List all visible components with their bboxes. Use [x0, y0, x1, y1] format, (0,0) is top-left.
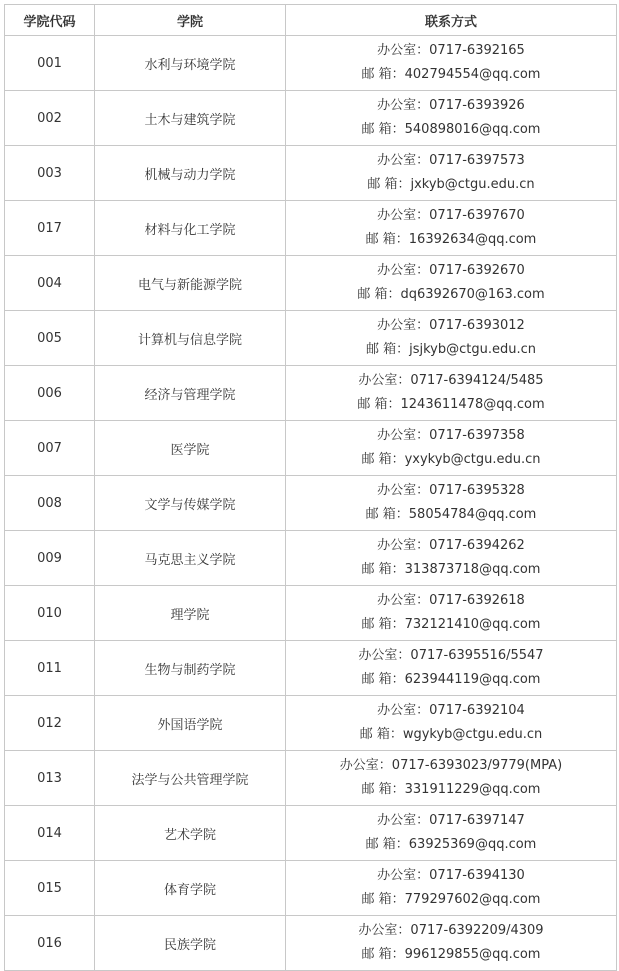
table-row — [5, 476, 617, 531]
office-phone: 办公室：0717-6392209/4309 — [358, 923, 544, 938]
email-address: 邮 箱：1243611478@qq.com — [357, 397, 545, 412]
college-code-cell: 012 — [5, 696, 95, 751]
contact-cell — [286, 641, 617, 696]
table-row — [5, 256, 617, 311]
office-phone: 办公室：0717-6392618 — [377, 593, 525, 608]
college-name-cell: 材料与化工学院 — [95, 201, 286, 256]
table-row — [5, 311, 617, 366]
contact-cell — [286, 696, 617, 751]
college-code-cell: 004 — [5, 256, 95, 311]
email-address: 邮 箱：623944119@qq.com — [361, 672, 541, 687]
contact-cell — [286, 476, 617, 531]
table-row — [5, 916, 617, 971]
contact-cell — [286, 91, 617, 146]
table-body — [5, 36, 617, 971]
college-code-cell: 014 — [5, 806, 95, 861]
contact-cell — [286, 531, 617, 586]
contact-cell — [286, 201, 617, 256]
table-row — [5, 36, 617, 91]
email-address: 邮 箱：732121410@qq.com — [361, 617, 541, 632]
office-phone: 办公室：0717-6397573 — [377, 153, 525, 168]
college-code-cell: 003 — [5, 146, 95, 201]
office-phone: 办公室：0717-6392165 — [377, 43, 525, 58]
college-name-cell: 水利与环境学院 — [95, 36, 286, 91]
contact-cell — [286, 751, 617, 806]
contact-cell — [286, 806, 617, 861]
college-name-cell: 体育学院 — [95, 861, 286, 916]
college-name-cell: 理学院 — [95, 586, 286, 641]
email-address: 邮 箱：779297602@qq.com — [361, 892, 541, 907]
email-address: 邮 箱：540898016@qq.com — [361, 122, 541, 137]
email-address: 邮 箱：331911229@qq.com — [361, 782, 541, 797]
contact-cell — [286, 861, 617, 916]
college-name-cell: 外国语学院 — [95, 696, 286, 751]
college-name-cell: 土木与建筑学院 — [95, 91, 286, 146]
college-name-cell: 民族学院 — [95, 916, 286, 971]
office-phone: 办公室：0717-6395516/5547 — [358, 648, 544, 663]
office-phone: 办公室：0717-6394124/5485 — [358, 373, 544, 388]
college-name-cell: 电气与新能源学院 — [95, 256, 286, 311]
table-row — [5, 751, 617, 806]
email-address: 邮 箱：58054784@qq.com — [365, 507, 537, 522]
office-phone: 办公室：0717-6394262 — [377, 538, 525, 553]
college-name-cell: 生物与制药学院 — [95, 641, 286, 696]
email-address: 邮 箱：wgykyb@ctgu.edu.cn — [359, 727, 543, 742]
office-phone: 办公室：0717-6392104 — [377, 703, 525, 718]
table-row — [5, 201, 617, 256]
header-college: 学院 — [95, 5, 286, 36]
office-phone: 办公室：0717-6397358 — [377, 428, 525, 443]
contact-cell — [286, 256, 617, 311]
college-code-cell: 001 — [5, 36, 95, 91]
email-address: 邮 箱：jsjkyb@ctgu.edu.cn — [365, 342, 537, 357]
email-address: 邮 箱：313873718@qq.com — [361, 562, 541, 577]
college-name-cell: 机械与动力学院 — [95, 146, 286, 201]
college-code-cell: 009 — [5, 531, 95, 586]
table-row — [5, 366, 617, 421]
college-code-cell: 006 — [5, 366, 95, 421]
email-address: 邮 箱：yxykyb@ctgu.edu.cn — [361, 452, 541, 467]
contact-cell — [286, 586, 617, 641]
college-code-cell: 015 — [5, 861, 95, 916]
table-row — [5, 91, 617, 146]
table-row — [5, 421, 617, 476]
contact-cell — [286, 146, 617, 201]
email-address: 邮 箱：63925369@qq.com — [365, 837, 537, 852]
contact-cell — [286, 311, 617, 366]
college-code-cell: 008 — [5, 476, 95, 531]
college-code-cell: 010 — [5, 586, 95, 641]
email-address: 邮 箱：996129855@qq.com — [361, 947, 541, 962]
college-code-cell: 011 — [5, 641, 95, 696]
contact-cell — [286, 421, 617, 476]
office-phone: 办公室：0717-6394130 — [377, 868, 525, 883]
office-phone: 办公室：0717-6392670 — [377, 263, 525, 278]
email-address: 邮 箱：16392634@qq.com — [365, 232, 537, 247]
contact-cell — [286, 36, 617, 91]
contact-cell — [286, 366, 617, 421]
header-contact: 联系方式 — [286, 5, 617, 36]
college-code-cell: 013 — [5, 751, 95, 806]
college-name-cell: 法学与公共管理学院 — [95, 751, 286, 806]
office-phone: 办公室：0717-6397670 — [377, 208, 525, 223]
table-row — [5, 146, 617, 201]
college-contacts-table — [4, 4, 617, 971]
table-row — [5, 696, 617, 751]
college-code-cell: 005 — [5, 311, 95, 366]
email-address: 邮 箱：402794554@qq.com — [361, 67, 541, 82]
college-name-cell: 医学院 — [95, 421, 286, 476]
table-row — [5, 531, 617, 586]
college-name-cell: 文学与传媒学院 — [95, 476, 286, 531]
header-college-code: 学院代码 — [5, 5, 95, 36]
college-code-cell: 016 — [5, 916, 95, 971]
table-row — [5, 641, 617, 696]
office-phone: 办公室：0717-6397147 — [377, 813, 525, 828]
college-name-cell: 计算机与信息学院 — [95, 311, 286, 366]
college-code-cell: 017 — [5, 201, 95, 256]
college-code-cell: 002 — [5, 91, 95, 146]
college-code-cell: 007 — [5, 421, 95, 476]
office-phone: 办公室：0717-6393012 — [377, 318, 525, 333]
college-name-cell: 艺术学院 — [95, 806, 286, 861]
email-address: 邮 箱：jxkyb@ctgu.edu.cn — [367, 177, 535, 192]
contact-cell — [286, 916, 617, 971]
college-name-cell: 马克思主义学院 — [95, 531, 286, 586]
office-phone: 办公室：0717-6395328 — [377, 483, 525, 498]
email-address: 邮 箱：dq6392670@163.com — [357, 287, 545, 302]
table-row — [5, 861, 617, 916]
table-row — [5, 806, 617, 861]
college-name-cell: 经济与管理学院 — [95, 366, 286, 421]
table-row — [5, 586, 617, 641]
table-header-row — [5, 5, 617, 36]
office-phone: 办公室：0717-6393023/9779(MPA) — [339, 758, 563, 773]
office-phone: 办公室：0717-6393926 — [377, 98, 525, 113]
